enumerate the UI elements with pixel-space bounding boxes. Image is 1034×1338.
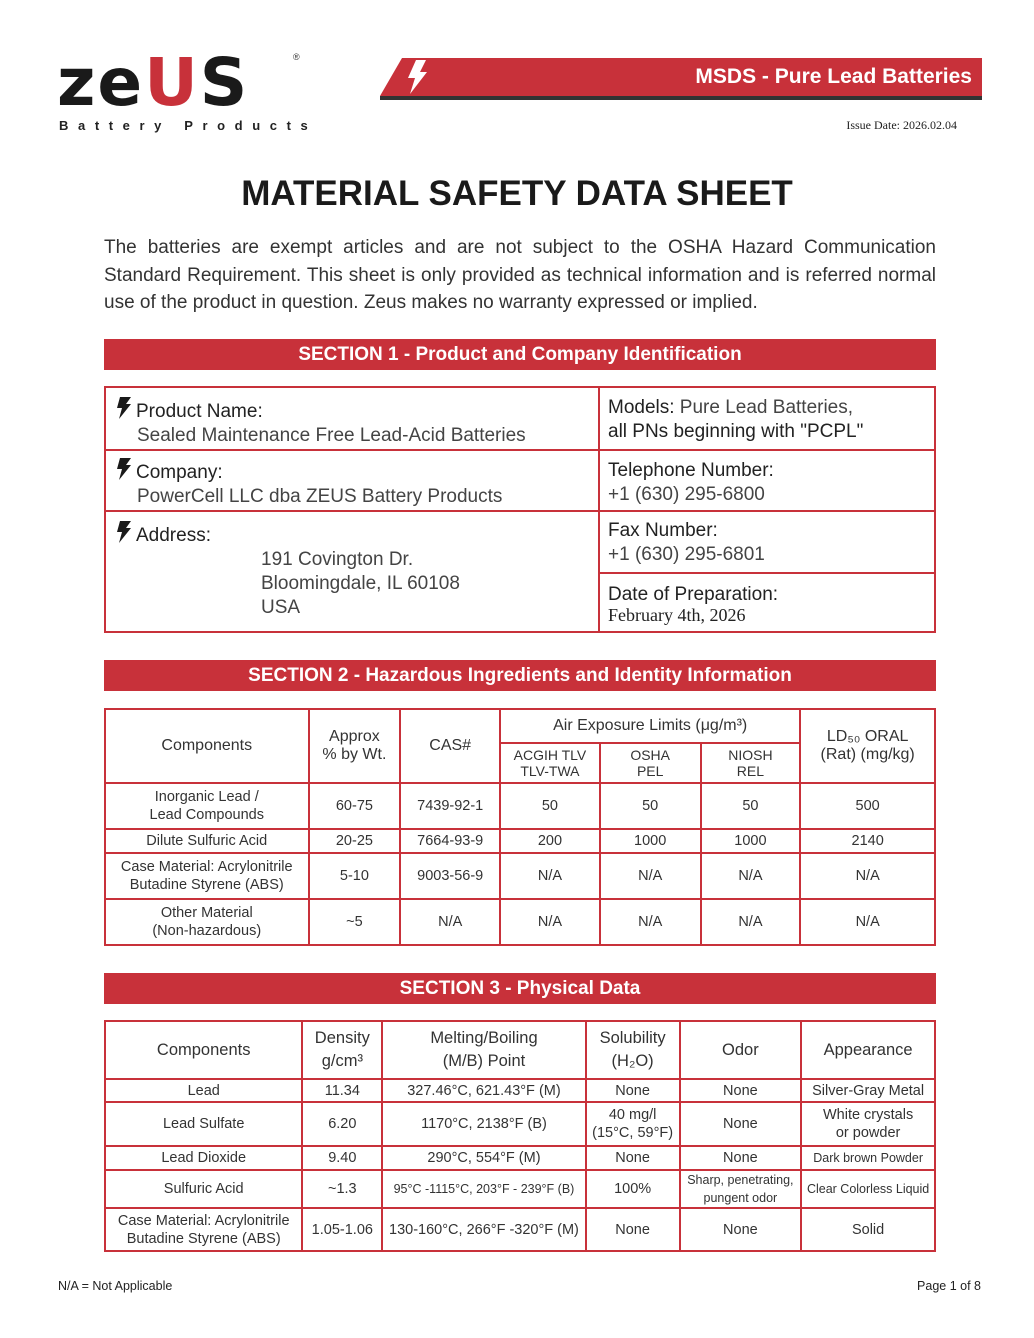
- header-density: Density g/cm³: [302, 1021, 382, 1079]
- component-name: Sulfuric Acid: [105, 1170, 302, 1208]
- table-row: [105, 899, 935, 945]
- address-label: Address:: [136, 525, 211, 546]
- density-cell: 1.05-1.06: [302, 1208, 382, 1251]
- lightning-bolt-icon: [116, 458, 132, 480]
- component-name: Lead Dioxide: [105, 1146, 302, 1170]
- solubility-cell: 100%: [586, 1170, 680, 1208]
- acgih-cell: 200: [500, 829, 600, 853]
- osha-cell: N/A: [600, 899, 701, 945]
- component-name: Inorganic Lead / Lead Compounds: [105, 783, 309, 829]
- melting-boiling-cell: 290°C, 554°F (M): [382, 1146, 585, 1170]
- osha-cell: N/A: [600, 853, 701, 899]
- models-value: Pure Lead Batteries,: [674, 397, 854, 418]
- density-cell: 9.40: [302, 1146, 382, 1170]
- appearance-cell: White crystals or powder: [801, 1102, 935, 1146]
- issue-date: Issue Date: 2026.02.04: [846, 118, 957, 132]
- product-name-cell: [116, 397, 526, 448]
- registered-mark: ®: [293, 52, 300, 62]
- density-cell: 11.34: [302, 1079, 382, 1102]
- niosh-cell: N/A: [701, 899, 801, 945]
- appearance-cell: Clear Colorless Liquid: [801, 1170, 935, 1208]
- weight-cell: 60-75: [309, 783, 401, 829]
- page-number: Page 1 of 8: [917, 1279, 981, 1293]
- weight-cell: ~5: [309, 899, 401, 945]
- melting-boiling-cell: 130-160°C, 266°F -320°F (M): [382, 1208, 585, 1251]
- company-cell: [116, 458, 502, 509]
- table-row: [105, 1170, 935, 1208]
- appearance-cell: Solid: [801, 1208, 935, 1251]
- weight-cell: 5-10: [309, 853, 401, 899]
- footnote: N/A = Not Applicable: [58, 1279, 173, 1293]
- acgih-cell: 50: [500, 783, 600, 829]
- header-components: Components: [105, 1021, 302, 1079]
- odor-cell: None: [680, 1102, 802, 1146]
- product-name-label: Product Name:: [136, 401, 263, 422]
- document-title-banner: MSDS - Pure Lead Batteries: [695, 65, 972, 88]
- osha-cell: 1000: [600, 829, 701, 853]
- odor-cell: None: [680, 1146, 802, 1170]
- intro-paragraph: The batteries are exempt articles and are not subject to the OSHA Hazard Communication Standard Requirement. This sheet is only provided as technical information and is referred normal use of the product in question. Zeus makes no warranty expressed or implied.: [104, 237, 936, 313]
- section-2-heading: SECTION 2 - Hazardous Ingredients and Identity Information: [104, 660, 936, 691]
- ld50-cell: 2140: [800, 829, 935, 853]
- company-value: PowerCell LLC dba ZEUS Battery Products: [137, 486, 503, 507]
- cas-cell: N/A: [400, 899, 500, 945]
- melting-boiling-cell: 1170°C, 2138°F (B): [382, 1102, 585, 1146]
- company-label: Company:: [136, 462, 223, 483]
- ld50-cell: N/A: [800, 853, 935, 899]
- appearance-cell: Dark brown Powder: [801, 1146, 935, 1170]
- telephone-cell: [608, 459, 774, 507]
- melting-boiling-cell: 95°C -1115°C, 203°F - 239°F (B): [382, 1170, 585, 1208]
- section-1-heading: SECTION 1 - Product and Company Identification: [104, 339, 936, 370]
- solubility-cell: 40 mg/l (15°C, 59°F): [586, 1102, 680, 1146]
- identification-grid: [104, 386, 936, 633]
- density-cell: ~1.3: [302, 1170, 382, 1208]
- fax-value: +1 (630) 295-6801: [608, 544, 765, 565]
- niosh-cell: N/A: [701, 853, 801, 899]
- address-line-2: Bloomingdale, IL 60108: [261, 573, 460, 594]
- hazardous-ingredients-table: [104, 708, 936, 946]
- fax-label: Fax Number:: [608, 520, 718, 541]
- preparation-date-cell: [608, 584, 778, 624]
- header-cas: CAS#: [400, 709, 500, 783]
- solubility-cell: None: [586, 1146, 680, 1170]
- ld50-cell: N/A: [800, 899, 935, 945]
- component-name: Other Material (Non-hazardous): [105, 899, 309, 945]
- lightning-bolt-icon: [116, 397, 132, 419]
- telephone-value: +1 (630) 295-6800: [608, 484, 765, 505]
- density-cell: 6.20: [302, 1102, 382, 1146]
- component-name: Case Material: Acrylonitrile Butadine Styrene (ABS): [105, 853, 309, 899]
- ld50-cell: 500: [800, 783, 935, 829]
- table-row: [105, 1208, 935, 1251]
- cas-cell: 9003-56-9: [400, 853, 500, 899]
- table-row: [105, 783, 935, 829]
- zeus-logo: [57, 44, 318, 134]
- cas-cell: 7439-92-1: [400, 783, 500, 829]
- preparation-date-label: Date of Preparation:: [608, 584, 779, 605]
- logo-tagline: Battery Products: [59, 118, 318, 133]
- odor-cell: None: [680, 1208, 802, 1251]
- osha-cell: 50: [600, 783, 701, 829]
- models-value-line2: all PNs beginning with "PCPL": [608, 421, 864, 442]
- odor-cell: Sharp, penetrating, pungent odor: [680, 1170, 802, 1208]
- component-name: Lead Sulfate: [105, 1102, 302, 1146]
- header-approx-weight: Approx % by Wt.: [309, 709, 401, 783]
- cas-cell: 7664-93-9: [400, 829, 500, 853]
- header-odor: Odor: [680, 1021, 802, 1079]
- table-row: [105, 853, 935, 899]
- header-osha: OSHA PEL: [600, 743, 701, 783]
- telephone-label: Telephone Number:: [608, 460, 774, 481]
- acgih-cell: N/A: [500, 853, 600, 899]
- header-melting-boiling: Melting/Boiling (M/B) Point: [382, 1021, 585, 1079]
- header-air-exposure: Air Exposure Limits (μg/m³): [500, 709, 800, 743]
- physical-data-table: [104, 1020, 936, 1252]
- page-title: MATERIAL SAFETY DATA SHEET: [241, 174, 793, 213]
- product-name-value: Sealed Maintenance Free Lead-Acid Batteries: [137, 425, 526, 446]
- lightning-bolt-icon: [116, 521, 132, 543]
- table-row: [105, 1079, 935, 1102]
- section-3-heading: SECTION 3 - Physical Data: [104, 973, 936, 1004]
- models-cell: [608, 396, 863, 444]
- header-niosh: NIOSH REL: [701, 743, 801, 783]
- address-cell: [116, 521, 460, 620]
- melting-boiling-cell: 327.46°C, 621.43°F (M): [382, 1079, 585, 1102]
- table-row: [105, 1102, 935, 1146]
- acgih-cell: N/A: [500, 899, 600, 945]
- header-solubility: Solubility (H₂O): [586, 1021, 680, 1079]
- component-name: Dilute Sulfuric Acid: [105, 829, 309, 853]
- weight-cell: 20-25: [309, 829, 401, 853]
- header-components: Components: [105, 709, 309, 783]
- niosh-cell: 50: [701, 783, 801, 829]
- component-name: Case Material: Acrylonitrile Butadine Styrene (ABS): [105, 1208, 302, 1251]
- solubility-cell: None: [586, 1208, 680, 1251]
- component-name: Lead: [105, 1079, 302, 1102]
- address-line-3: USA: [261, 597, 301, 618]
- header-acgih: ACGIH TLV TLV-TWA: [500, 743, 600, 783]
- preparation-date-value: February 4th, 2026: [608, 605, 746, 625]
- solubility-cell: None: [586, 1079, 680, 1102]
- header-ld50: LD₅₀ ORAL (Rat) (mg/kg): [800, 709, 935, 783]
- niosh-cell: 1000: [701, 829, 801, 853]
- fax-cell: [608, 519, 765, 567]
- header-appearance: Appearance: [801, 1021, 935, 1079]
- lightning-bolt-icon: [406, 60, 428, 94]
- table-row: [105, 1146, 935, 1170]
- appearance-cell: Silver-Gray Metal: [801, 1079, 935, 1102]
- header-banner: [380, 58, 982, 100]
- models-label: Models:: [608, 397, 675, 418]
- address-line-1: 191 Covington Dr.: [261, 549, 414, 570]
- odor-cell: None: [680, 1079, 802, 1102]
- logo-wordmark: zeUS: [57, 44, 250, 121]
- table-row: [105, 829, 935, 853]
